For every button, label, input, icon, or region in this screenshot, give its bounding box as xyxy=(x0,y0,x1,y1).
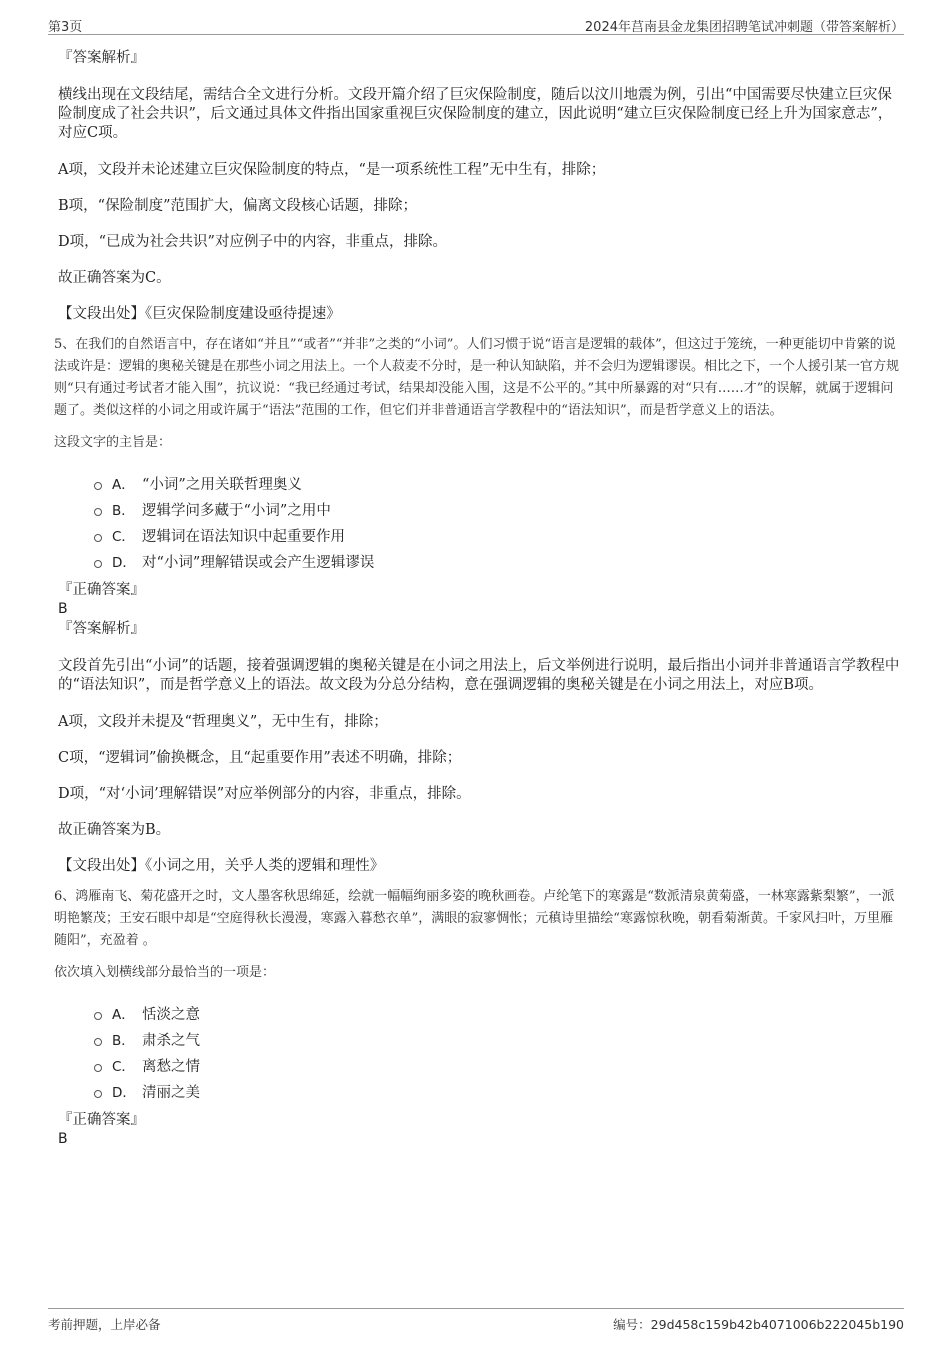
analysis-option-a: A项，文段并未提及“哲理奥义”，无中生有，排除； xyxy=(58,714,388,730)
question-stem: 6、鸿雁南飞、菊花盛开之时，文人墨客秋思绵延，绘就一幅幅绚丽多姿的晚秋画卷。卢纶笔下的寒露是“数派清泉黄菊盛，一林寒露紫梨繁”，一派明艳繁茂；王安石眼中却是“空庭得秋长漫漫，寒露入暮愁衣单”，满眼的寂寥惆怅；元稹诗里描绘“寒露惊秋晚，朝看菊渐黄。千家风扫叶，万里雁随阳”，充盈着 。 xyxy=(54,889,895,948)
option-text: “小词”之用关联哲理奥义 xyxy=(142,476,302,493)
option-letter: B． xyxy=(112,503,135,519)
analysis-label: 『答案解析』 xyxy=(58,621,145,637)
correct-answer: B xyxy=(58,1131,68,1147)
option-letter: D． xyxy=(112,1085,136,1101)
option-text: 恬淡之意 xyxy=(142,1006,200,1023)
correct-answer: B xyxy=(58,601,68,617)
option-d[interactable] xyxy=(94,548,900,574)
radio-button-icon[interactable] xyxy=(94,1012,102,1020)
serial-label: 编号： xyxy=(613,1317,651,1332)
option-letter: A． xyxy=(112,1007,135,1023)
option-text: 清丽之美 xyxy=(142,1084,200,1101)
option-text: 逻辑词在语法知识中起重要作用 xyxy=(142,528,345,545)
source-citation: 【文段出处】《小词之用，关乎人类的逻辑和理性》 xyxy=(58,858,385,874)
radio-button-icon[interactable] xyxy=(94,1090,102,1098)
question-6 xyxy=(54,886,900,1148)
footer-slogan: 考前押题，上岸必备 xyxy=(48,1317,161,1332)
radio-button-icon[interactable] xyxy=(94,1038,102,1046)
serial-number: 29d458c159b42b4071006b222045b190 xyxy=(650,1317,904,1332)
question-5 xyxy=(54,334,900,876)
source-citation: 【文段出处】《巨灾保险制度建设亟待提速》 xyxy=(58,306,341,322)
option-d[interactable] xyxy=(94,1078,900,1104)
option-text: 对“小词”理解错误或会产生逻辑谬误 xyxy=(142,554,375,571)
analysis-intro: 文段首先引出“小词”的话题，接着强调逻辑的奥秘关键是在小词之用法上，后文举例进行说明，最后指出小词并非普通语言学教程中的“语法知识”，而是哲学意义上的语法。故文段为分总分结构，意在强调逻辑的奥秘关键是在小词之用法上，对应B项。 xyxy=(58,658,900,693)
option-letter: B． xyxy=(112,1033,135,1049)
q4-analysis-block xyxy=(58,48,900,324)
analysis-intro: 横线出现在文段结尾，需结合全文进行分析。文段开篇介绍了巨灾保险制度，随后以汶川地震为例，引出“中国需要尽快建立巨灾保险制度成了社会共识”，后文通过具体文件指出国家重视巨灾保险制度的建立，因此说明“建立巨灾保险制度已经上升为国家意志”，对应C项。 xyxy=(58,87,893,141)
option-list xyxy=(54,1000,900,1104)
option-letter: A． xyxy=(112,477,135,493)
q5-answer-block xyxy=(58,580,900,876)
page-footer xyxy=(48,1308,904,1335)
question-prompt: 依次填入划横线部分最恰当的一项是： xyxy=(54,965,276,980)
document-title: 2024年莒南县金龙集团招聘笔试冲刺题（带答案解析） xyxy=(584,20,904,35)
q6-answer-block xyxy=(58,1110,900,1148)
analysis-conclusion: 故正确答案为C。 xyxy=(58,270,171,286)
document-serial xyxy=(613,1315,904,1333)
radio-button-icon[interactable] xyxy=(94,508,102,516)
option-b[interactable] xyxy=(94,496,900,522)
analysis-option-a: A项，文段并未论述建立巨灾保险制度的特点，“是一项系统性工程”无中生有，排除； xyxy=(58,162,606,178)
answer-label: 『正确答案』 xyxy=(58,582,145,598)
question-stem: 5、在我们的自然语言中，存在诸如“并且”“或者”“并非”之类的“小词”。人们习惯于说“语言是逻辑的载体”，但这过于笼统，一种更能切中肯綮的说法或许是：逻辑的奥秘关键是在那些小词之用法上。一个人菽麦不分时，是一种认知缺陷，并不会归为逻辑谬误。相比之下，一个人援引某一官方规则“只有通过考试者才能入围”，抗议说：“我已经通过考试，结果却没能入围，这是不公平的。”其中所暴露的对“只有……才”的误解，就属于逻辑问题了。类似这样的小词之用或许属于“语法”范围的工作，但它们并非普通语言学教程中的“语法知识”，而是哲学意义上的语法。 xyxy=(54,337,900,418)
analysis-label: 『答案解析』 xyxy=(58,50,145,66)
option-text: 逻辑学问多藏于“小词”之用中 xyxy=(142,502,331,519)
analysis-option-d: D项，“已成为社会共识”对应例子中的内容，非重点，排除。 xyxy=(58,234,447,250)
analysis-conclusion: 故正确答案为B。 xyxy=(58,822,171,838)
answer-label: 『正确答案』 xyxy=(58,1112,145,1128)
option-letter: C． xyxy=(112,529,135,545)
analysis-option-b: B项，“保险制度”范围扩大，偏离文段核心话题，排除； xyxy=(58,198,417,214)
analysis-option-c: C项，“逻辑词”偷换概念，且“起重要作用”表述不明确，排除； xyxy=(58,750,462,766)
option-b[interactable] xyxy=(94,1026,900,1052)
option-c[interactable] xyxy=(94,522,900,548)
option-list xyxy=(54,470,900,574)
option-letter: D． xyxy=(112,555,136,571)
radio-button-icon[interactable] xyxy=(94,534,102,542)
page-number: 第3页 xyxy=(48,20,83,35)
radio-button-icon[interactable] xyxy=(94,560,102,568)
analysis-option-d: D项，“对‘小词’理解错误”对应举例部分的内容，非重点，排除。 xyxy=(58,786,471,802)
radio-button-icon[interactable] xyxy=(94,482,102,490)
page-header xyxy=(48,12,904,35)
option-a[interactable] xyxy=(94,1000,900,1026)
option-a[interactable] xyxy=(94,470,900,496)
option-c[interactable] xyxy=(94,1052,900,1078)
page-content xyxy=(54,46,900,1148)
option-text: 离愁之情 xyxy=(142,1058,200,1075)
question-prompt: 这段文字的主旨是： xyxy=(54,435,172,450)
option-letter: C． xyxy=(112,1059,135,1075)
radio-button-icon[interactable] xyxy=(94,1064,102,1072)
option-text: 肃杀之气 xyxy=(142,1032,200,1049)
